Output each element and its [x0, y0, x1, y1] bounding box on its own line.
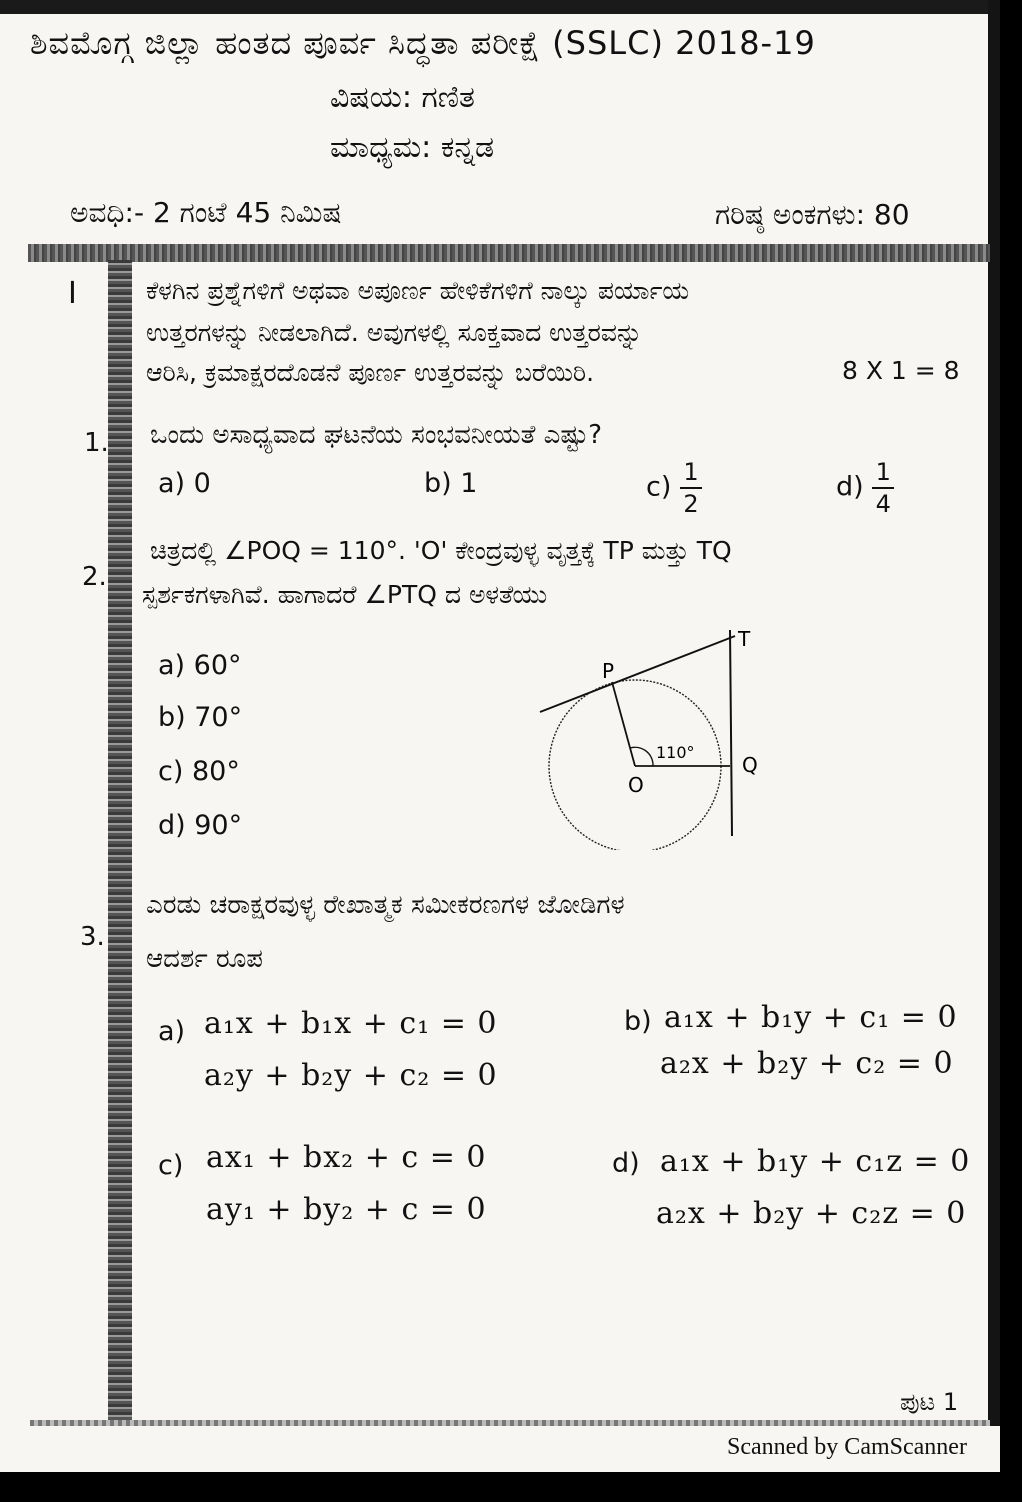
q1-option-d — [836, 460, 894, 516]
q1-number: 1. — [84, 428, 109, 458]
q3-option-a-eq1: a₁x + b₁x + c₁ = 0 — [204, 1006, 498, 1041]
q2-option-b: b) 70° — [158, 702, 243, 733]
q3-text-line-1: ಎರಡು ಚರಾಕ್ಷರವುಳ್ಳ ರೇಖಾತ್ಮಕ ಸಮೀಕರಣಗಳ ಜೋಡಿಗಳ — [146, 890, 625, 920]
q3-option-b-label: b) — [624, 1006, 652, 1037]
camscanner-watermark: Scanned by CamScanner — [727, 1434, 967, 1460]
q3-option-a-eq2: a₂y + b₂y + c₂ = 0 — [204, 1058, 498, 1093]
q3-text-line-2: ಆದರ್ಶ ರೂಪ — [146, 944, 263, 974]
label-q: Q — [742, 753, 758, 777]
q2-text-line-1: ಚಿತ್ರದಲ್ಲಿ ∠POQ = 110°. 'O' ಕೇಂದ್ರವುಳ್ಳ ವೃತ್ತಕ್ಕೆ TP ಮತ್ತು TQ — [150, 536, 732, 565]
q3-option-d-eq2: a₂x + b₂y + c₂z = 0 — [656, 1196, 967, 1231]
q1-option-c-fraction — [680, 460, 702, 516]
max-marks-line: ಗರಿಷ್ಠ ಅಂಕಗಳು: 80 — [715, 198, 910, 231]
q1-text: ಒಂದು ಅಸಾಧ್ಯವಾದ ಘಟನೆಯ ಸಂಭವನೀಯತೆ ಎಷ್ಟು? — [150, 420, 602, 450]
margin-band-horizontal — [28, 244, 990, 262]
q2-option-d: d) 90° — [158, 810, 243, 841]
q1-option-a: a) 0 — [158, 468, 211, 499]
margin-band-vertical — [108, 260, 132, 1420]
tangent-circle-diagram — [530, 620, 760, 850]
q1-option-b: b) 1 — [424, 468, 478, 499]
q1-d-denominator: 4 — [875, 490, 891, 518]
scan-right-border — [988, 0, 1000, 1470]
section-number: I — [68, 276, 77, 311]
label-t: T — [738, 627, 751, 651]
subject-line: ವಿಷಯ: ಗಣಿತ — [330, 80, 475, 115]
q3-option-b-eq2: a₂x + b₂y + c₂ = 0 — [660, 1046, 954, 1081]
label-p: P — [602, 659, 615, 683]
instruction-line-2: ಉತ್ತರಗಳನ್ನು ನೀಡಲಾಗಿದೆ. ಅವುಗಳಲ್ಲಿ ಸೂಕ್ತವಾದ ಉತ್ತರವನ್ನು — [146, 318, 643, 347]
radius-op — [612, 682, 635, 766]
q1-c-denominator: 2 — [683, 490, 699, 518]
q2-option-c: c) 80° — [158, 756, 240, 787]
tangent-tp — [540, 636, 735, 712]
instruction-line-3: ಆರಿಸಿ, ಕ್ರಮಾಕ್ಷರದೊಡನೆ ಪೂರ್ಣ ಉತ್ತರವನ್ನು ಬರೆಯಿರಿ. — [146, 358, 595, 387]
fraction-bar — [680, 487, 702, 489]
exam-title: ಶಿವಮೊಗ್ಗ ಜಿಲ್ಲಾ ಹಂತದ ಪೂರ್ವ ಸಿದ್ಧತಾ ಪರೀಕ್ಷೆ (SSLC) 2018-19 — [30, 24, 816, 62]
q2-number: 2. — [82, 562, 107, 592]
q2-option-a: a) 60° — [158, 650, 242, 681]
label-o: O — [628, 773, 644, 797]
q1-option-d-label: d) — [836, 471, 864, 503]
q1-option-c-label: c) — [646, 471, 672, 503]
q3-option-b-eq1: a₁x + b₁y + c₁ = 0 — [664, 1000, 958, 1035]
tangent-tq — [730, 630, 732, 836]
q1-option-c — [646, 460, 702, 516]
q2-text-line-2: ಸ್ಪರ್ಶಕಗಳಾಗಿವೆ. ಹಾಗಾದರೆ ∠PTQ ದ ಅಳತೆಯು — [142, 580, 548, 609]
scan-top-border — [0, 0, 1000, 14]
q3-option-c-eq2: ay₁ + by₂ + c = 0 — [206, 1192, 487, 1227]
q3-option-d-eq1: a₁x + b₁y + c₁z = 0 — [660, 1144, 971, 1179]
q3-number: 3. — [80, 922, 105, 952]
q3-option-d-label: d) — [612, 1148, 640, 1179]
q1-option-d-fraction — [872, 460, 894, 516]
instruction-line-1: ಕೆಳಗಿನ ಪ್ರಶ್ನೆಗಳಿಗೆ ಅಥವಾ ಅಪೂರ್ಣ ಹೇಳಿಕೆಗಳಿಗೆ ನಾಲ್ಕು ಪರ್ಯಾಯ — [146, 276, 690, 305]
page-number: ಪುಟ 1 — [900, 1388, 959, 1416]
q3-option-c-label: c) — [158, 1150, 184, 1181]
angle-label: 110° — [656, 743, 695, 762]
duration-line: ಅವಧಿ:- 2 ಗಂಟೆ 45 ನಿಮಿಷ — [70, 196, 342, 229]
q3-option-c-eq1: ax₁ + bx₂ + c = 0 — [206, 1140, 487, 1175]
fraction-bar — [872, 487, 894, 489]
q1-d-numerator: 1 — [875, 458, 891, 486]
medium-line: ಮಾಧ್ಯಮ: ಕನ್ನಡ — [330, 130, 495, 165]
section-marks: 8 X 1 = 8 — [842, 356, 960, 385]
q3-option-a-label: a) — [158, 1016, 186, 1047]
q1-c-numerator: 1 — [683, 458, 699, 486]
